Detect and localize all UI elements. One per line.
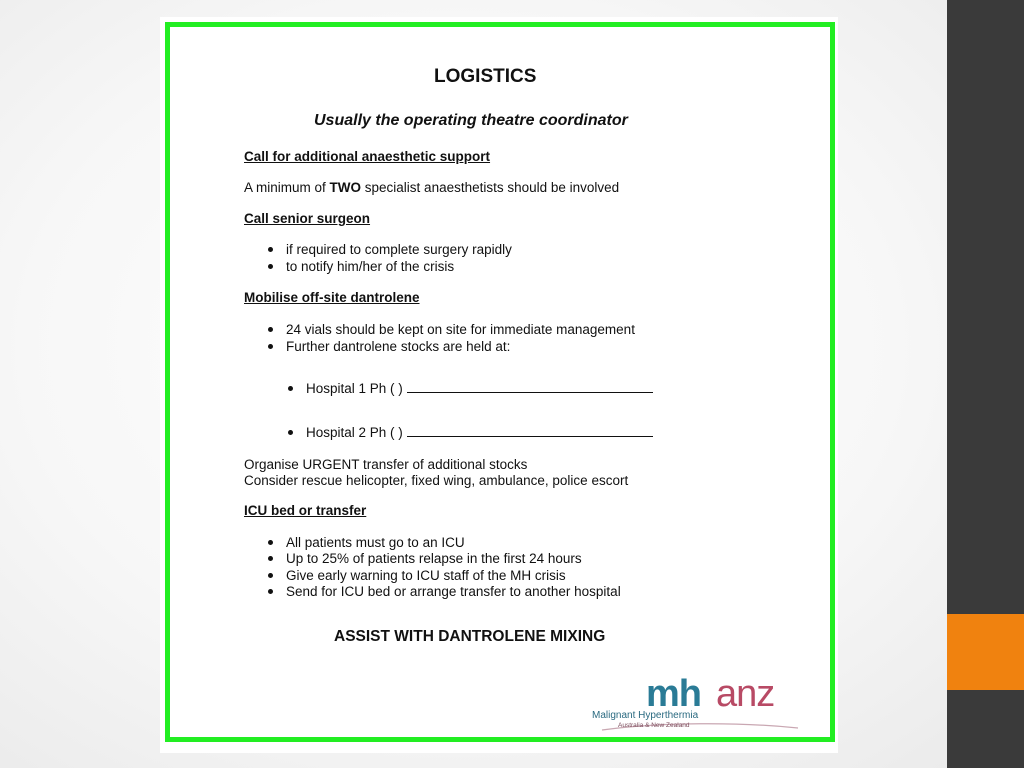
logo-tagline: Malignant Hyperthermia bbox=[592, 710, 699, 721]
section-heading-icu: ICU bed or transfer bbox=[244, 503, 367, 518]
accent-tab bbox=[947, 614, 1024, 690]
logo-anz-text: anz bbox=[716, 673, 775, 715]
document-title: LOGISTICS bbox=[434, 66, 537, 87]
document-subtitle: Usually the operating theatre coordinator bbox=[314, 112, 628, 129]
list-item-text: to notify him/her of the crisis bbox=[286, 259, 455, 274]
requirement-text-pre: A minimum of bbox=[244, 180, 330, 195]
requirement-text-post: specialist anaesthetists should be involved bbox=[361, 180, 620, 195]
list-item-text: All patients must go to an ICU bbox=[286, 535, 465, 550]
hospital-2-label: Hospital 2 Ph ( ) bbox=[306, 425, 403, 440]
transfer-line-1: Organise URGENT transfer of additional stocks bbox=[244, 457, 528, 472]
green-frame bbox=[165, 22, 835, 742]
list-item-text: Further dantrolene stocks are held at: bbox=[286, 339, 511, 354]
transfer-line-2: Consider rescue helicopter, fixed wing, ambulance, police escort bbox=[244, 473, 629, 488]
hospital-1-label: Hospital 1 Ph ( ) bbox=[306, 381, 403, 396]
section-heading-dantrolene: Mobilise off-site dantrolene bbox=[244, 290, 420, 305]
section-heading-anaesthetic: Call for additional anaesthetic support bbox=[244, 149, 491, 164]
list-item-text: 24 vials should be kept on site for immediate management bbox=[286, 322, 635, 337]
list-item-text: Send for ICU bed or arrange transfer to another hospital bbox=[286, 584, 621, 599]
footer-instruction: ASSIST WITH DANTROLENE MIXING bbox=[334, 628, 606, 645]
list-item-text: if required to complete surgery rapidly bbox=[286, 242, 512, 257]
logo-region: Australia & New Zealand bbox=[618, 722, 690, 729]
list-item-text: Up to 25% of patients relapse in the first 24 hours bbox=[286, 551, 582, 566]
requirement-text-bold: TWO bbox=[329, 180, 362, 195]
section-heading-surgeon: Call senior surgeon bbox=[244, 211, 371, 226]
logo-mh-text: mh bbox=[646, 673, 701, 715]
list-item-text: Give early warning to ICU staff of the MH crisis bbox=[286, 568, 566, 583]
